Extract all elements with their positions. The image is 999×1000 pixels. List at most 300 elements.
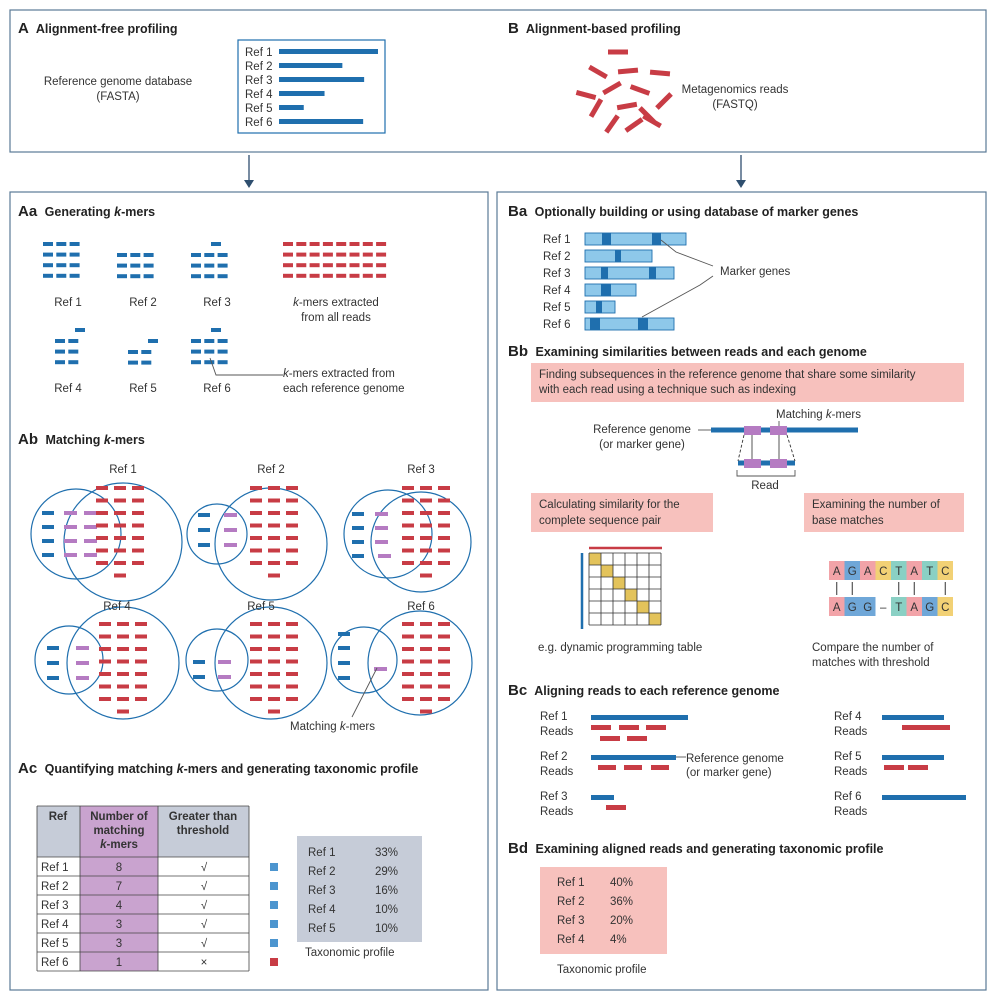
- venn4-read-kmer-11: [117, 660, 129, 664]
- ba-marker-3-1: [601, 267, 608, 279]
- venn-label-3: Ref 3: [407, 464, 435, 476]
- scattered-read-7: [576, 90, 597, 100]
- panel-bd-letter: Bd: [508, 840, 528, 857]
- bc-reads-label-6: Reads: [834, 806, 868, 818]
- profile-b-ref-4: Ref 4: [557, 934, 585, 946]
- db-label-line2: (FASTA): [96, 91, 140, 103]
- reads-kmer-15: [363, 253, 373, 257]
- venn6-read-kmer-12: [438, 660, 450, 664]
- venn2-match-kmer-1: [224, 513, 237, 517]
- scattered-read-2: [588, 65, 608, 79]
- seq-top-base-5: T: [895, 566, 903, 578]
- bc-read-2-1: [598, 765, 616, 770]
- venn5-read-kmer-16: [250, 685, 262, 689]
- reads-kmer-18: [296, 263, 306, 267]
- venn-ref-2: [187, 464, 327, 600]
- bc-read-1-2: [619, 725, 639, 730]
- reads-kmer-4: [323, 242, 333, 246]
- venn5-read-kmer-2: [268, 622, 280, 626]
- reads-kmer-21: [336, 263, 346, 267]
- venn-ref-6: [331, 601, 472, 715]
- bb-read-kmer-2: [770, 459, 787, 468]
- refdb-bar-4: [279, 91, 325, 96]
- bb-matching-kmers-label: [776, 409, 861, 421]
- panel-ab-title-pre: Matching: [45, 433, 104, 447]
- venn5-read-kmer-19: [250, 697, 262, 701]
- venn6-read-kmer-20: [420, 697, 432, 701]
- ref3-kmer-4: [191, 264, 201, 268]
- venn1-ref-kmer-2: [42, 525, 54, 529]
- refdb-bar-1: [279, 49, 378, 54]
- scattered-read-1: [608, 50, 628, 55]
- bb-matching-post: -mers: [831, 409, 861, 421]
- reads-kmer-20: [323, 263, 333, 267]
- base-matches-line1: Examining the number of: [812, 499, 940, 511]
- venn3-ref-kmer-4: [352, 554, 364, 558]
- venn6-read-kmer-18: [438, 685, 450, 689]
- venn2-read-kmer-7: [250, 511, 262, 515]
- venn1-read-kmer-13: [96, 536, 108, 540]
- venn2-read-kmer-4: [250, 499, 262, 503]
- venn6-read-kmer-16: [402, 685, 414, 689]
- panel-ab-letter: Ab: [18, 431, 38, 448]
- arrow-head-right: [736, 180, 746, 188]
- venn2-read-kmer-20: [268, 561, 280, 565]
- venn1-read-kmer-15: [132, 536, 144, 540]
- ref1-kmer-9: [70, 263, 80, 267]
- matching-kmers-pre: Matching: [290, 721, 340, 733]
- compare-line1: Compare the number of: [812, 642, 934, 654]
- ref2-kmer-8: [130, 274, 140, 278]
- ba-ref-label-3: Ref 3: [543, 268, 571, 280]
- panel-ba-heading: [508, 203, 858, 220]
- panel-ab-heading: [18, 431, 145, 448]
- bb-read-label: Read: [751, 480, 779, 492]
- panel-ab-title-k: k: [103, 433, 111, 447]
- header-k: k: [100, 839, 107, 851]
- venn5-read-kmer-last: [268, 710, 280, 714]
- venn6-read-kmer-15: [438, 672, 450, 676]
- table-count-3: 4: [115, 900, 123, 912]
- ref2-kmer-9: [144, 274, 154, 278]
- venn1-match-kmer-4: [64, 553, 77, 557]
- panel-ac-title-k: k: [176, 762, 184, 776]
- matching-kmers-label: [290, 721, 375, 733]
- venn5-read-kmer-3: [286, 622, 298, 626]
- table-ref-1: Ref 1: [41, 862, 69, 874]
- ref4-kmer-5: [55, 360, 65, 364]
- similarity-line1: Calculating similarity for the: [539, 499, 680, 511]
- venn4-read-kmer-10: [99, 660, 111, 664]
- venn-label-1: Ref 1: [109, 464, 137, 476]
- venn1-match-kmer-8: [84, 553, 97, 557]
- seq-top-base-7: T: [926, 566, 934, 578]
- table-pass-5: √: [200, 938, 208, 950]
- table-count-5: 3: [115, 938, 123, 950]
- venn3-read-kmer-17: [420, 549, 432, 553]
- compare-line2: matches with threshold: [812, 657, 930, 669]
- ref1-kmer-4: [43, 253, 53, 257]
- bc-read-1-5: [627, 736, 647, 741]
- bc-reads-label-2: Reads: [540, 766, 574, 778]
- venn1-read-kmer-9: [132, 511, 144, 515]
- seq-bottom-base-8: C: [941, 602, 950, 614]
- profile-b-ref-2: Ref 2: [557, 896, 585, 908]
- venn3-read-kmer-8: [420, 511, 432, 515]
- seq-bottom-base-6: A: [910, 602, 919, 614]
- venn3-read-kmer-last: [420, 574, 432, 578]
- aa-ref1-label: Ref 1: [54, 297, 82, 309]
- ref1-kmer-2: [56, 242, 66, 246]
- bc-read-5-2: [908, 765, 928, 770]
- venn1-read-kmer-4: [96, 499, 108, 503]
- venn1-match-kmer-7: [84, 539, 97, 543]
- seq-top-base-4: C: [879, 566, 888, 578]
- venn2-read-kmer-11: [268, 524, 280, 528]
- venn1-read-kmer-19: [96, 561, 108, 565]
- ref3-kmer-1: [191, 253, 201, 257]
- venn1-ref-kmer-3: [42, 539, 54, 543]
- ba-marker-1-2: [652, 233, 661, 245]
- venn1-ref-kmer-4: [42, 553, 54, 557]
- profile-a-ref-1: Ref 1: [308, 847, 336, 859]
- ref6-kmer-5: [204, 350, 214, 354]
- refdb-bar-3: [279, 77, 364, 82]
- scattered-read-10: [617, 102, 638, 110]
- venn2-read-kmer-8: [268, 511, 280, 515]
- venn4-read-kmer-7: [99, 647, 111, 651]
- seq-bottom-base-3: G: [863, 602, 873, 614]
- panel-b-title: Alignment-based profiling: [525, 22, 681, 36]
- venn1-match-kmer-1: [64, 511, 77, 515]
- venn5-read-kmer-12: [286, 660, 298, 664]
- venn3-ref-kmer-1: [352, 512, 364, 516]
- venn5-read-kmer-5: [268, 635, 280, 639]
- bc-read-5-1: [884, 765, 904, 770]
- scattered-read-8: [655, 92, 673, 110]
- ba-ref-label-1: Ref 1: [543, 234, 571, 246]
- venn5-read-kmer-9: [286, 647, 298, 651]
- venn2-read-kmer-17: [268, 549, 280, 553]
- reads-kmer-23: [363, 263, 373, 267]
- venn4-read-kmer-last: [117, 710, 129, 714]
- ref3-kmer-5: [204, 264, 214, 268]
- ba-ref-label-4: Ref 4: [543, 285, 571, 297]
- venn1-read-kmer-6: [132, 499, 144, 503]
- ref6-kmer-7: [191, 360, 201, 364]
- venn1-read-kmer-16: [96, 549, 108, 553]
- venn4-read-kmer-14: [117, 672, 129, 676]
- panel-ac: [18, 760, 422, 971]
- seq-top-base-2: G: [847, 566, 857, 578]
- venn4-read-kmer-21: [135, 697, 147, 701]
- venn4-match-kmer-1: [76, 646, 89, 650]
- bc-read-4-3: [911, 725, 931, 730]
- refdb-bar-5: [279, 105, 304, 110]
- venn2-ref-kmer-3: [198, 543, 210, 547]
- ref3-kmer-top: [211, 242, 221, 246]
- refdb-label-1: Ref 1: [245, 47, 273, 59]
- venn5-read-kmer-4: [250, 635, 262, 639]
- profile-a-ref-3: Ref 3: [308, 885, 336, 897]
- ref6-kmer-1: [191, 339, 201, 343]
- venn-ref-circle-3: [344, 490, 432, 578]
- venn6-ref-kmer-4: [338, 676, 350, 680]
- ref1-kmer-8: [56, 263, 66, 267]
- venn-label-6: Ref 6: [407, 601, 435, 613]
- ref3-kmer-8: [204, 274, 214, 278]
- table-ref-3: Ref 3: [41, 900, 69, 912]
- venn5-read-kmer-14: [268, 672, 280, 676]
- venn3-read-kmer-5: [420, 499, 432, 503]
- ref1-kmer-12: [70, 274, 80, 278]
- indexing-line1: Finding subsequences in the reference genome that share some similarity: [539, 369, 916, 381]
- venn3-read-kmer-21: [438, 561, 450, 565]
- venn5-read-kmer-7: [250, 647, 262, 651]
- profile-a-pct-5: 10%: [375, 923, 399, 935]
- table-pass-4: √: [200, 919, 208, 931]
- venn3-read-kmer-10: [402, 524, 414, 528]
- ref4-kmer-6: [68, 360, 78, 364]
- panel-bb: [508, 343, 964, 669]
- header-threshold: threshold: [176, 825, 230, 837]
- reads-kmer-14: [350, 253, 360, 257]
- dp-diagonal-cell-5: [637, 601, 649, 613]
- ref1-kmer-5: [56, 253, 66, 257]
- panel-ba-title: Optionally building or using database of marker genes: [534, 205, 859, 219]
- bc-ref-label-1: Ref 1: [540, 711, 568, 723]
- ref4-kmer-1: [55, 339, 65, 343]
- dp-diagonal-cell-2: [601, 565, 613, 577]
- venn2-read-kmer-15: [286, 536, 298, 540]
- scattered-read-9: [589, 98, 603, 118]
- bb-dash-left: [738, 435, 744, 461]
- venn3-read-kmer-19: [402, 561, 414, 565]
- reads-kmer-26: [296, 274, 306, 278]
- reads-kmer-13: [336, 253, 346, 257]
- venn1-read-kmer-3: [132, 486, 144, 490]
- profile-b-pct-1: 40%: [610, 877, 634, 889]
- aa-ref3-label: Ref 3: [203, 297, 231, 309]
- venn6-ref-kmer-1: [338, 632, 350, 636]
- venn1-match-kmer-6: [84, 525, 97, 529]
- venn3-read-kmer-9: [438, 511, 450, 515]
- bc-reads-label-5: Reads: [834, 766, 868, 778]
- venn6-read-kmer-6: [438, 635, 450, 639]
- venn4-read-kmer-19: [99, 697, 111, 701]
- table-count-2: 7: [115, 881, 123, 893]
- venn5-match-kmer-2: [218, 675, 231, 679]
- venn6-read-kmer-11: [420, 660, 432, 664]
- venn6-read-kmer-17: [420, 685, 432, 689]
- reads-kmer-10: [296, 253, 306, 257]
- reads-kmer-16: [376, 253, 386, 257]
- reads-kmer-28: [323, 274, 333, 278]
- refdb-bar-2: [279, 63, 342, 68]
- panel-bd: [508, 840, 884, 976]
- ref4-kmer-2: [68, 339, 78, 343]
- bc-reads-label-3: Reads: [540, 806, 574, 818]
- header-number-of: Number of: [90, 811, 148, 823]
- table-pass-1: √: [200, 862, 208, 874]
- table-count-1: 8: [115, 862, 123, 874]
- ba-genome-3: [585, 267, 674, 279]
- venn-ref-5: [186, 601, 327, 719]
- venn3-match-kmer-1: [375, 512, 388, 516]
- marker-genes: [543, 233, 686, 331]
- bc-ref-label-2: Ref 2: [540, 751, 568, 763]
- venn5-read-kmer-8: [268, 647, 280, 651]
- bc-reads-label-1: Reads: [540, 726, 574, 738]
- reads-kmer-5: [336, 242, 346, 246]
- panel-bc: [508, 682, 966, 818]
- ref4-kmer-3: [55, 350, 65, 354]
- dp-diagonal-cell-3: [613, 577, 625, 589]
- bb-read-bracket: [737, 470, 795, 476]
- ba-marker-5-1: [596, 301, 602, 313]
- venn2-ref-kmer-2: [198, 528, 210, 532]
- threshold-square-3: [270, 901, 278, 909]
- table-ref-2: Ref 2: [41, 881, 69, 893]
- bc-reference-1: [591, 715, 688, 720]
- profile-a-pct-4: 10%: [375, 904, 399, 916]
- venn4-read-kmer-18: [135, 685, 147, 689]
- panel-b-letter: B: [508, 20, 519, 37]
- venn4-read-kmer-1: [99, 622, 111, 626]
- panel-ac-heading: [18, 760, 418, 777]
- table-pass-6: ×: [200, 957, 208, 969]
- panel-aa-heading: [18, 203, 155, 220]
- venn4-read-kmer-8: [117, 647, 129, 651]
- venn6-read-kmer-5: [420, 635, 432, 639]
- ba-genome-1: [585, 233, 686, 245]
- ref6-kmer-top: [211, 328, 221, 332]
- reads-kmer-29: [336, 274, 346, 278]
- similarity-line2: complete sequence pair: [539, 515, 662, 527]
- ref-kmers-line1: [283, 368, 395, 380]
- panel-bc-letter: Bc: [508, 682, 528, 699]
- seq-bottom-base-2: G: [847, 602, 857, 614]
- venn5-ref-kmer-2: [193, 675, 205, 679]
- ba-marker-1-1: [602, 233, 611, 245]
- threshold-square-6: [270, 958, 278, 966]
- scattered-read-5: [602, 81, 622, 95]
- venn6-read-kmer-13: [402, 672, 414, 676]
- venn3-read-kmer-11: [420, 524, 432, 528]
- venn6-read-kmer-last: [420, 710, 432, 714]
- venn6-read-kmer-8: [420, 647, 432, 651]
- venn5-read-kmer-11: [268, 660, 280, 664]
- ba-ref-label-5: Ref 5: [543, 302, 571, 314]
- ref4-kmer-top: [75, 328, 85, 332]
- venn5-read-kmer-21: [286, 697, 298, 701]
- venn3-ref-kmer-2: [352, 526, 364, 530]
- venn-ref-1: [31, 464, 182, 601]
- ba-ref-label-6: Ref 6: [543, 319, 571, 331]
- panel-bc-title: Aligning reads to each reference genome: [534, 684, 780, 698]
- ref3-kmer-9: [218, 274, 228, 278]
- ref6-kmer-2: [204, 339, 214, 343]
- ref-kmers-text: -mers extracted from: [288, 368, 395, 380]
- venn5-read-kmer-6: [286, 635, 298, 639]
- table-pass-3: √: [200, 900, 208, 912]
- venn3-read-kmer-3: [438, 486, 450, 490]
- venn3-read-kmer-15: [438, 536, 450, 540]
- table-pass-2: √: [200, 881, 208, 893]
- venn3-read-kmer-12: [438, 524, 450, 528]
- venn5-read-kmer-17: [268, 685, 280, 689]
- seq-bottom-base-1: A: [832, 602, 841, 614]
- dp-diagonal-cell-4: [625, 589, 637, 601]
- panel-ba: [508, 203, 858, 331]
- threshold-square-1: [270, 863, 278, 871]
- table-ref-6: Ref 6: [41, 957, 69, 969]
- refdb-label-5: Ref 5: [245, 103, 273, 115]
- bc-read-1-3: [646, 725, 666, 730]
- reads-kmer-25: [283, 274, 293, 278]
- venn3-read-kmer-7: [402, 511, 414, 515]
- marker-leader-bottom: [642, 276, 713, 317]
- venn1-read-kmer-18: [132, 549, 144, 553]
- venn6-read-kmer-2: [420, 622, 432, 626]
- venn6-read-kmer-3: [438, 622, 450, 626]
- profile-a-pct-1: 33%: [375, 847, 399, 859]
- panel-bd-title: Examining aligned reads and generating taxonomic profile: [535, 842, 884, 856]
- venn3-match-kmer-3: [375, 540, 388, 544]
- venn4-read-kmer-15: [135, 672, 147, 676]
- venn4-read-kmer-4: [99, 635, 111, 639]
- ref2-kmer-1: [117, 253, 127, 257]
- bc-ref-label-4: Ref 4: [834, 711, 862, 723]
- refdb-label-2: Ref 2: [245, 61, 273, 73]
- venn5-read-kmer-13: [250, 672, 262, 676]
- reads-kmers-line2: from all reads: [301, 312, 371, 324]
- bc-read-1-1: [591, 725, 611, 730]
- bc-reference-6: [882, 795, 966, 800]
- reads-kmer-7: [363, 242, 373, 246]
- venn4-read-kmer-5: [117, 635, 129, 639]
- header-kmers: [100, 839, 138, 851]
- bc-reads-label-4: Reads: [834, 726, 868, 738]
- table-ref-5: Ref 5: [41, 938, 69, 950]
- ba-marker-4-1: [601, 284, 611, 296]
- venn-ref-4: [35, 601, 179, 719]
- venn3-read-kmer-13: [402, 536, 414, 540]
- profile-b-ref-1: Ref 1: [557, 877, 585, 889]
- venn3-read-kmer-6: [438, 499, 450, 503]
- panel-a-letter: A: [18, 20, 29, 37]
- ref2-kmer-6: [144, 264, 154, 268]
- bc-ref-label-6: Ref 6: [834, 791, 862, 803]
- bb-ref-kmer-1: [744, 426, 761, 435]
- profile-a-ref-4: Ref 4: [308, 904, 336, 916]
- bc-read-1-4: [600, 736, 620, 741]
- venn6-read-kmer-14: [420, 672, 432, 676]
- venn2-read-kmer-13: [250, 536, 262, 540]
- panel-a-title: Alignment-free profiling: [35, 22, 178, 36]
- reads-kmer-30: [350, 274, 360, 278]
- reads-kmer-3: [310, 242, 320, 246]
- panel-b-heading: [508, 20, 681, 37]
- bb-read-kmer-1: [744, 459, 761, 468]
- venn2-read-kmer-14: [268, 536, 280, 540]
- venn2-read-kmer-18: [286, 549, 298, 553]
- ref6-kmer-9: [218, 360, 228, 364]
- ba-marker-6-2: [638, 318, 648, 330]
- bb-ref-kmer-2: [770, 426, 787, 435]
- marker-genes-label: Marker genes: [720, 266, 791, 278]
- venn6-read-kmer-19: [402, 697, 414, 701]
